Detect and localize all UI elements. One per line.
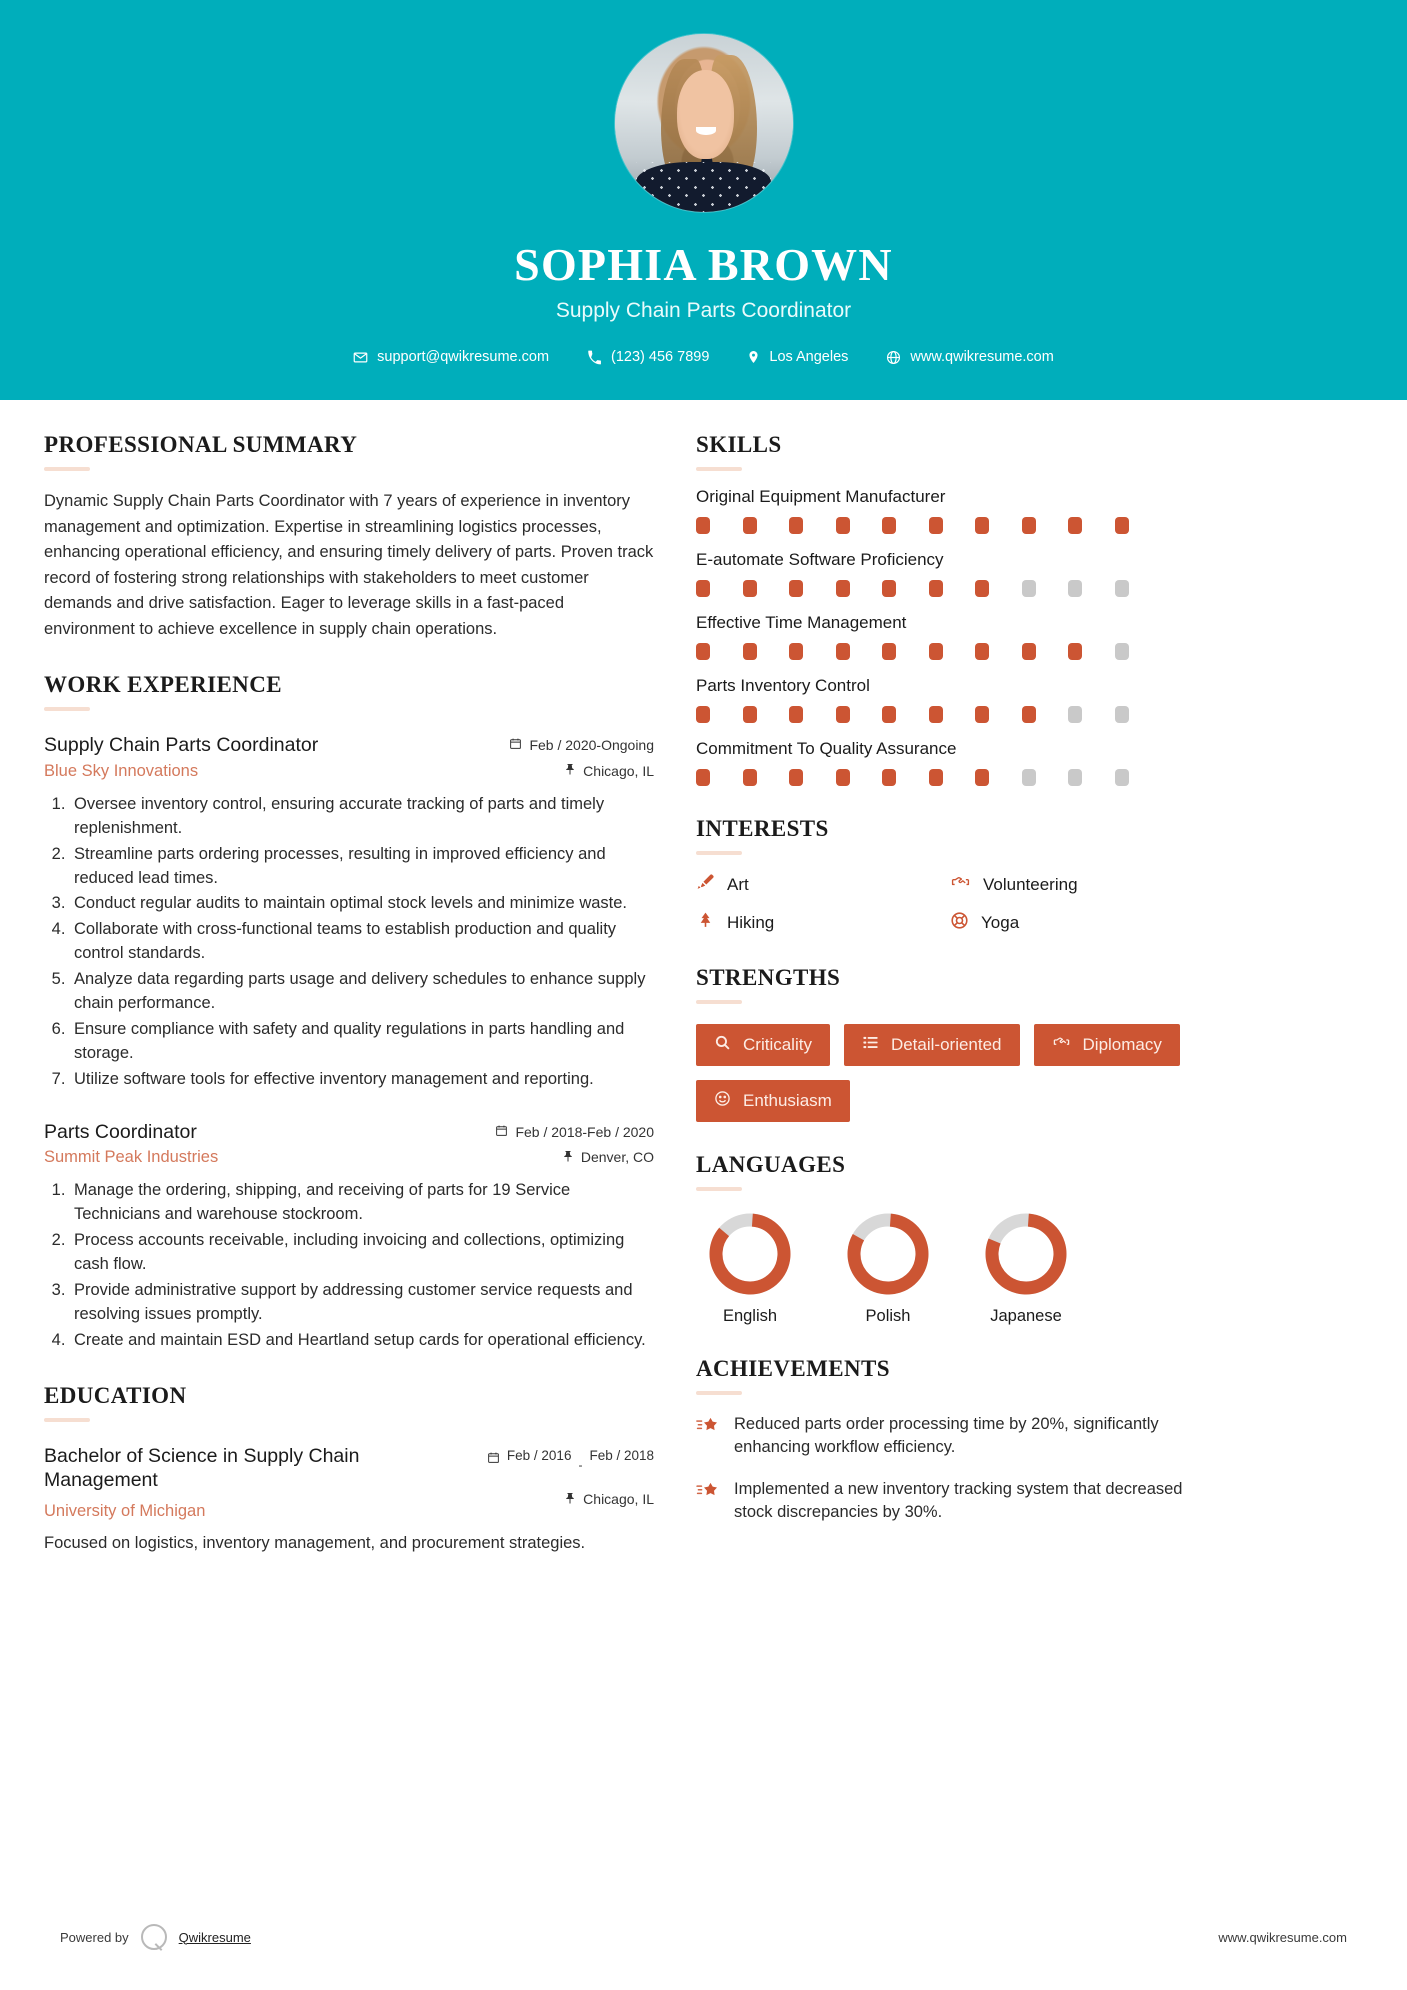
work-location xyxy=(495,1149,654,1166)
work-bullet: 6. Ensure compliance with safety and quality regulations in parts handling and storage. xyxy=(70,1018,654,1066)
skill-rating xyxy=(696,706,1204,723)
qwikresume-logo-icon xyxy=(141,1924,167,1950)
education-head xyxy=(44,1444,654,1522)
section-title-skills: SKILLS xyxy=(696,432,782,457)
contact-location[interactable] xyxy=(728,349,867,365)
language-label: Polish xyxy=(865,1307,911,1325)
skill-dot xyxy=(929,517,943,534)
strength-label: Detail-oriented xyxy=(890,1035,1002,1054)
work-entry-meta xyxy=(495,1120,654,1166)
skill-dot xyxy=(1068,769,1082,786)
work-dates xyxy=(495,1124,654,1140)
avatar-clothing xyxy=(636,162,771,212)
interest-item xyxy=(950,873,1204,897)
skill-dot xyxy=(743,517,757,534)
skill-dot xyxy=(975,769,989,786)
work-bullets xyxy=(44,793,654,1092)
work-entry-meta xyxy=(509,733,654,779)
pushpin-icon xyxy=(564,762,576,779)
skill-dot xyxy=(882,769,896,786)
skill-dot xyxy=(975,643,989,660)
education-entry xyxy=(44,1444,654,1557)
language-item xyxy=(842,1213,934,1326)
skill-dot xyxy=(929,580,943,597)
work-bullet: 7. Utilize software tools for effective inventory management and reporting. xyxy=(70,1068,654,1092)
avatar-face xyxy=(677,70,734,159)
skill-name: Effective Time Management xyxy=(696,613,907,632)
list-icon xyxy=(862,1034,879,1056)
work-entry-head xyxy=(44,733,654,780)
education-titles xyxy=(44,1444,404,1522)
education-dates xyxy=(487,1448,654,1473)
school-name: University of Michigan xyxy=(44,1502,206,1521)
skill-dot xyxy=(1022,706,1036,723)
skill-dot xyxy=(975,580,989,597)
language-label: Japanese xyxy=(990,1307,1062,1325)
skill-dot xyxy=(789,517,803,534)
company-name: Blue Sky Innovations xyxy=(44,761,199,780)
powered-by-label: Powered by xyxy=(60,1929,129,1945)
strength-label: Enthusiasm xyxy=(743,1091,832,1110)
work-location-text: Denver, CO xyxy=(580,1149,654,1166)
skill-dot xyxy=(1068,580,1082,597)
location-pin-icon xyxy=(747,349,760,365)
work-dates xyxy=(509,737,654,753)
skill-dot xyxy=(789,706,803,723)
contact-website-text: www.qwikresume.com xyxy=(910,349,1054,365)
strength-chip-enthusiasm[interactable] xyxy=(696,1080,850,1122)
skill-dot xyxy=(789,769,803,786)
skill-dot xyxy=(743,580,757,597)
company-name: Summit Peak Industries xyxy=(44,1148,219,1167)
achievement-text: Reduced parts order processing time by 20%, significantly enhancing workflow efficiency. xyxy=(734,1415,1159,1457)
job-title: Parts Coordinator xyxy=(44,1120,197,1143)
skill-dot xyxy=(975,517,989,534)
work-location xyxy=(509,762,654,779)
skill-dot xyxy=(789,580,803,597)
interest-label: Art xyxy=(727,875,749,894)
handshake-icon xyxy=(950,873,971,897)
skill-rating xyxy=(696,769,1204,786)
phone-icon xyxy=(587,350,602,365)
work-bullet: 1. Oversee inventory control, ensuring accurate tracking of parts and timely replenishment. xyxy=(70,793,654,841)
language-item xyxy=(980,1213,1072,1326)
skill-dot xyxy=(836,643,850,660)
section-languages xyxy=(696,1152,1204,1326)
calendar-icon xyxy=(495,1124,508,1140)
section-title-interests: INTERESTS xyxy=(696,816,829,841)
work-bullet: 3. Provide administrative support by addressing customer service requests and resolving issues promptly. xyxy=(70,1279,654,1327)
skill-dot xyxy=(1068,643,1082,660)
job-title: Supply Chain Parts Coordinator xyxy=(44,734,319,757)
skill-item xyxy=(696,739,1204,786)
skill-dot xyxy=(743,769,757,786)
skill-dot xyxy=(696,517,710,534)
section-title-education: EDUCATION xyxy=(44,1382,187,1408)
work-bullet: 1. Manage the ordering, shipping, and receiving of parts for 19 Service Technicians and warehouse stockroom. xyxy=(70,1179,654,1227)
section-rule xyxy=(44,707,90,711)
work-bullet: 2. Process accounts receivable, including invoicing and collections, optimizing cash flow. xyxy=(70,1229,654,1277)
skill-dot xyxy=(929,706,943,723)
language-donut-chart xyxy=(847,1213,929,1295)
interest-item xyxy=(696,873,950,897)
skill-dot xyxy=(929,643,943,660)
strengths-list xyxy=(696,1024,1204,1122)
section-work-experience xyxy=(44,672,654,1352)
skill-dot xyxy=(1115,517,1129,534)
date-separator: - xyxy=(578,1457,583,1472)
skill-name: E-automate Software Proficiency xyxy=(696,550,944,569)
languages-list xyxy=(696,1213,1204,1326)
strength-chip-criticality[interactable] xyxy=(696,1024,830,1066)
smiley-icon xyxy=(714,1090,731,1112)
education-location xyxy=(487,1491,654,1508)
strength-label: Diplomacy xyxy=(1082,1035,1162,1054)
education-date-from: Feb / 2016 xyxy=(506,1447,572,1463)
strength-label: Criticality xyxy=(743,1035,812,1054)
interest-label: Yoga xyxy=(981,913,1020,932)
education-date-to: Feb / 2018 xyxy=(589,1447,654,1463)
shooting-star-icon xyxy=(696,1478,720,1506)
contact-location-text: Los Angeles xyxy=(769,349,849,365)
contact-email[interactable] xyxy=(334,349,568,365)
skill-dot xyxy=(789,643,803,660)
pushpin-icon xyxy=(562,1149,574,1166)
work-bullet: 3. Conduct regular audits to maintain optimal stock levels and minimize waste. xyxy=(70,892,654,916)
work-bullet: 2. Streamline parts ordering processes, resulting in improved efficiency and reduced lead times. xyxy=(70,843,654,891)
work-bullet: 4. Create and maintain ESD and Heartland setup cards for operational efficiency. xyxy=(70,1329,654,1353)
work-entry xyxy=(44,1120,654,1353)
resume-header xyxy=(0,0,1407,400)
work-location-text: Chicago, IL xyxy=(583,762,654,779)
skill-dot xyxy=(882,706,896,723)
section-achievements xyxy=(696,1356,1204,1525)
contact-email-text: support@qwikresume.com xyxy=(377,349,550,365)
strength-chip-detail-oriented[interactable] xyxy=(844,1024,1020,1066)
footer-website: www.qwikresume.com xyxy=(1218,1929,1347,1945)
envelope-icon xyxy=(353,350,368,365)
pushpin-icon xyxy=(564,1491,576,1508)
shooting-star-icon xyxy=(696,1413,720,1441)
achievement-item xyxy=(696,1413,1204,1460)
skill-dot xyxy=(1115,769,1129,786)
work-entry-head xyxy=(44,1120,654,1167)
education-meta xyxy=(487,1444,654,1508)
skill-dot xyxy=(1022,643,1036,660)
skill-dot xyxy=(1022,580,1036,597)
skill-dot xyxy=(836,517,850,534)
skill-item xyxy=(696,487,1204,534)
skill-dot xyxy=(1115,706,1129,723)
section-title-work: WORK EXPERIENCE xyxy=(44,672,282,698)
language-label: English xyxy=(722,1307,778,1325)
contact-website[interactable] xyxy=(867,349,1072,365)
skill-dot xyxy=(882,643,896,660)
interest-label: Hiking xyxy=(727,913,775,932)
section-professional-summary xyxy=(44,432,654,642)
summary-text: Dynamic Supply Chain Parts Coordinator with 7 years of experience in inventory management and optimization. Expertise in streamlining logistics processes, enhancing operational efficiency, and ensuring timely delivery of parts. Proven track record of fostering strong relationships with stakeholders to meet customer demands and drive satisfaction. Eager to leverage skills in a fast-paced environment to achieve excellence in supply chain operations. xyxy=(44,492,654,638)
work-entry-titles xyxy=(44,1120,218,1167)
language-item xyxy=(704,1213,796,1326)
skill-dot xyxy=(696,580,710,597)
section-title-achievements: ACHIEVEMENTS xyxy=(696,1356,890,1381)
skill-dot xyxy=(929,769,943,786)
section-rule xyxy=(696,1187,742,1191)
avatar xyxy=(615,34,793,212)
skill-dot xyxy=(975,706,989,723)
work-dates-text: Feb / 2020-Ongoing xyxy=(529,737,654,754)
handshake-icon xyxy=(1052,1034,1071,1056)
magnifier-icon xyxy=(714,1034,731,1056)
interests-grid xyxy=(696,873,1204,935)
skill-dot xyxy=(743,643,757,660)
lifebuoy-icon xyxy=(950,911,969,935)
section-interests xyxy=(696,816,1204,935)
skill-dot xyxy=(696,706,710,723)
page-footer xyxy=(0,1924,1407,1950)
skill-dot xyxy=(1068,517,1082,534)
candidate-name: SOPHIA BROWN xyxy=(514,239,893,290)
education-location-text: Chicago, IL xyxy=(583,1491,654,1508)
achievement-text: Implemented a new inventory tracking system that decreased stock discrepancies by 30%. xyxy=(734,1479,1183,1522)
right-column xyxy=(696,432,1204,1525)
calendar-icon xyxy=(487,1448,500,1469)
language-donut-chart xyxy=(985,1213,1067,1295)
skill-dot xyxy=(882,517,896,534)
skill-dot xyxy=(1115,643,1129,660)
qwikresume-link[interactable]: Qwikresume xyxy=(178,1929,251,1945)
skill-item xyxy=(696,613,1204,660)
section-title-languages: LANGUAGES xyxy=(696,1152,846,1177)
skill-dot xyxy=(1068,706,1082,723)
skill-name: Commitment To Quality Assurance xyxy=(696,739,957,758)
education-description: Focused on logistics, inventory management, and procurement strategies. xyxy=(44,1534,586,1553)
skill-item xyxy=(696,676,1204,723)
skill-dot xyxy=(696,643,710,660)
calendar-icon xyxy=(509,737,522,753)
section-rule xyxy=(696,1391,742,1395)
language-donut-chart xyxy=(709,1213,791,1295)
skill-dot xyxy=(882,580,896,597)
skill-rating xyxy=(696,517,1204,534)
strength-chip-diplomacy[interactable] xyxy=(1034,1024,1180,1066)
globe-icon xyxy=(886,350,901,365)
work-bullet: 4. Collaborate with cross-functional teams to establish production and quality control standards. xyxy=(70,918,654,966)
skill-dot xyxy=(743,706,757,723)
skill-rating xyxy=(696,643,1204,660)
section-rule xyxy=(696,851,742,855)
work-dates-text: Feb / 2018-Feb / 2020 xyxy=(515,1123,654,1140)
degree-title: Bachelor of Science in Supply Chain Management xyxy=(44,1444,360,1492)
contact-phone-text: (123) 456 7899 xyxy=(611,349,710,365)
section-strengths xyxy=(696,965,1204,1122)
skill-dot xyxy=(836,706,850,723)
work-entry xyxy=(44,733,654,1091)
interest-item xyxy=(696,911,950,935)
section-skills xyxy=(696,432,1204,786)
section-title-summary: PROFESSIONAL SUMMARY xyxy=(44,432,358,457)
contact-bar xyxy=(0,349,1407,365)
paintbrush-icon xyxy=(696,873,715,897)
achievement-item xyxy=(696,1478,1204,1525)
candidate-role: Supply Chain Parts Coordinator xyxy=(555,299,852,322)
skill-rating xyxy=(696,580,1204,597)
work-entry-titles xyxy=(44,733,318,780)
interest-label: Volunteering xyxy=(983,875,1078,894)
skill-name: Parts Inventory Control xyxy=(696,676,870,695)
section-rule xyxy=(44,467,90,471)
contact-phone[interactable] xyxy=(568,349,728,365)
left-column xyxy=(44,432,654,1556)
section-title-strengths: STRENGTHS xyxy=(696,965,841,990)
footer-branding xyxy=(60,1924,251,1950)
section-rule xyxy=(696,467,742,471)
work-bullet: 5. Analyze data regarding parts usage and delivery schedules to enhance supply chain performance. xyxy=(70,968,654,1016)
skill-dot xyxy=(1022,769,1036,786)
section-education xyxy=(44,1383,654,1557)
resume-body xyxy=(0,400,1407,1556)
skill-dot xyxy=(1115,580,1129,597)
skill-dot xyxy=(696,769,710,786)
tree-icon xyxy=(696,911,715,935)
skill-item xyxy=(696,550,1204,597)
section-rule xyxy=(696,1000,742,1004)
work-bullets xyxy=(44,1179,654,1352)
skill-name: Original Equipment Manufacturer xyxy=(696,487,946,506)
skill-dot xyxy=(836,580,850,597)
section-rule xyxy=(44,1418,90,1422)
skill-dot xyxy=(1022,517,1036,534)
skill-dot xyxy=(836,769,850,786)
interest-item xyxy=(950,911,1204,935)
